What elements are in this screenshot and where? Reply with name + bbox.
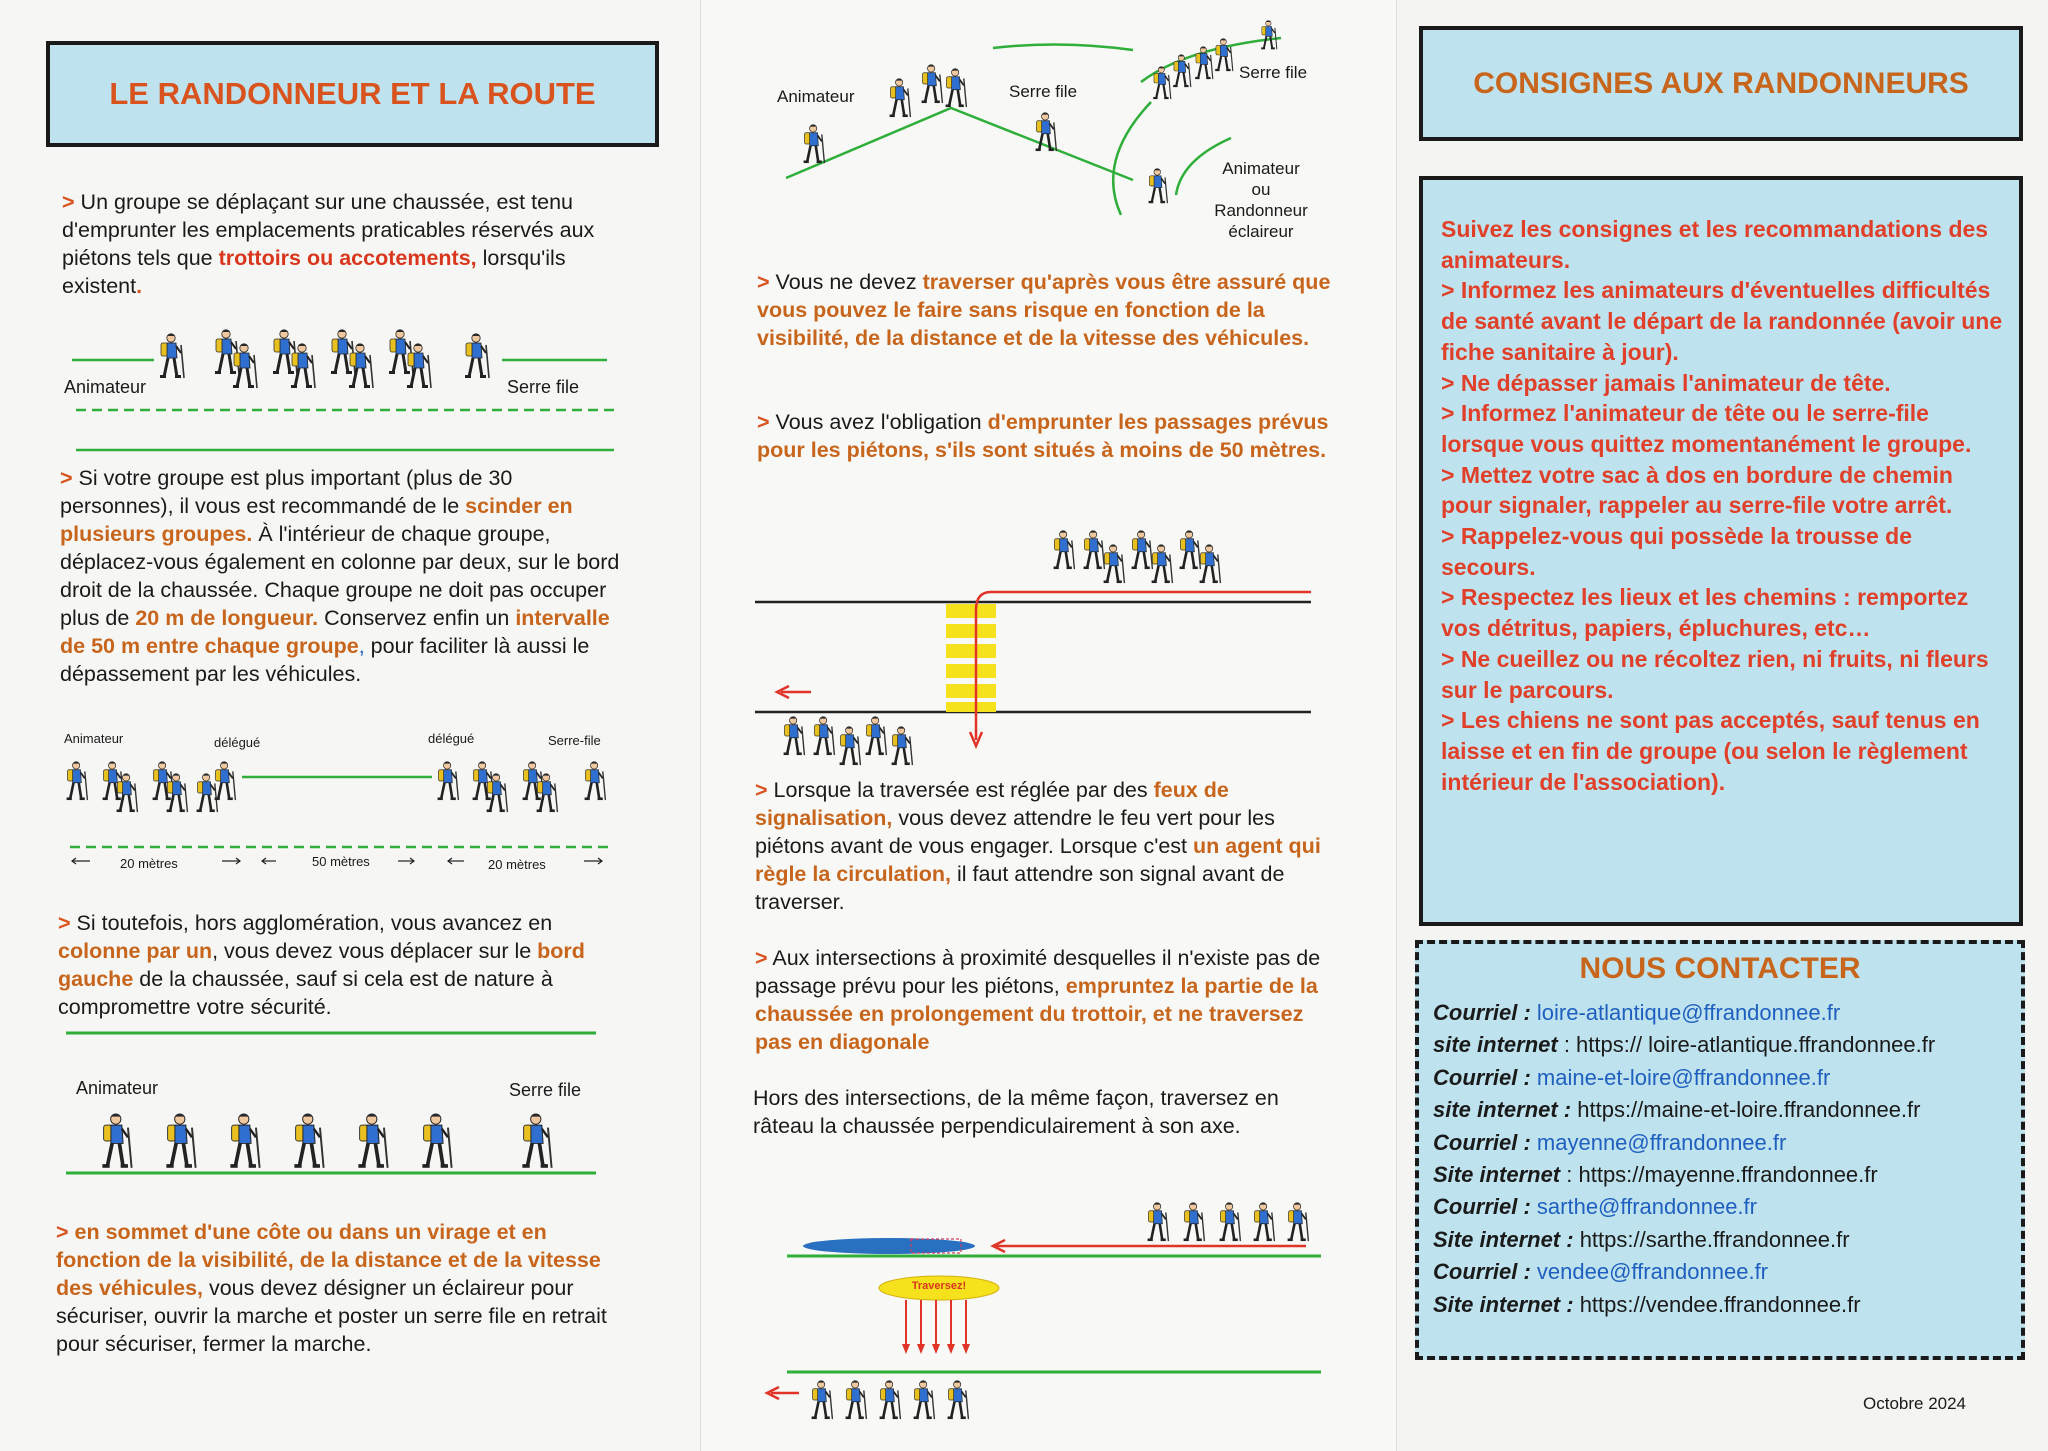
text: lorsqu'ils existent: [62, 246, 566, 298]
label-serre-file: Serre file: [509, 1080, 582, 1100]
paragraph-feux: [755, 776, 1345, 916]
highlight: en sommet d'une côte ou dans un virage et en fonction de la visibilité, de la distance et de la vitesse des véhicules,: [56, 1220, 601, 1300]
consigne-item: Suivez les consignes et les recommandations des animateurs.: [1441, 216, 1989, 273]
label-serre-file: Serre file: [1239, 63, 1308, 82]
figure-colonne-par-un: [62, 1025, 622, 1180]
panel-middle: [700, 0, 1397, 1451]
label-distance: 50 mètres: [312, 854, 370, 869]
email-link[interactable]: vendee@ffrandonnee.fr: [1530, 1259, 1769, 1285]
title-text: CONSIGNES AUX RANDONNEURS: [1473, 66, 1969, 100]
date-label: Octobre 2024: [1863, 1394, 1967, 1413]
email-link[interactable]: sarthe@ffrandonnee.fr: [1530, 1194, 1757, 1220]
highlight: empruntez la partie de la chaussée en prolongement du trottoir, et ne traversez pas en diagonale: [755, 974, 1318, 1054]
contact-key: Courriel :: [1433, 1194, 1531, 1220]
text: de la chaussée, sauf si cela est de nature à compromettre votre sécurité.: [58, 967, 553, 1019]
paragraph-passages: [757, 408, 1337, 464]
label-animateur: Animateur: [64, 377, 147, 397]
panel-right: [1397, 0, 2048, 1451]
contact-email-line: [1433, 1130, 1786, 1156]
bullet-arrow: >: [757, 270, 770, 294]
text: Animateur: [1222, 159, 1300, 178]
consignes-list: [1441, 214, 2005, 797]
paragraph-colonne-par-un: [58, 909, 628, 1021]
highlight: 20 m de longueur.: [135, 606, 319, 630]
website-link[interactable]: : https://mayenne.ffrandonnee.fr: [1560, 1162, 1878, 1187]
paragraph-eclaireur: [56, 1218, 636, 1358]
text: ou: [1251, 180, 1271, 199]
contact-key: Site internet :: [1433, 1226, 1574, 1252]
label-serre-file: Serre file: [1009, 82, 1078, 101]
text: pour faciliter là aussi le dépassement par les véhicules.: [60, 634, 590, 686]
website-link[interactable]: : https:// loire-atlantique.ffrandonnee.fr: [1557, 1032, 1936, 1058]
text: ,: [358, 634, 365, 658]
contact-website-line: [1433, 1162, 1878, 1188]
label-serre-file: Serre-file: [548, 733, 601, 748]
bullet-arrow: >: [56, 1220, 69, 1244]
text: éclaireur: [1228, 222, 1294, 241]
website-link[interactable]: https://maine-et-loire.ffrandonnee.fr: [1571, 1097, 1921, 1123]
contact-website-line: [1433, 1292, 1861, 1318]
text: vous devez attendre le feu vert pour les piétons avant de vous engager. Lorsque c'est: [755, 806, 1275, 858]
bullet-arrow: >: [62, 190, 75, 214]
text: Vous ne devez: [769, 270, 923, 294]
contact-key: Courriel :: [1433, 1064, 1531, 1090]
website-link[interactable]: https://vendee.ffrandonnee.fr: [1573, 1291, 1861, 1317]
label-animateur: Animateur: [76, 1078, 159, 1098]
title-consignes: [1419, 26, 2023, 141]
label-distance: 20 mètres: [488, 857, 546, 872]
highlight: un agent qui règle la circulation,: [755, 834, 1321, 886]
highlight: traverser qu'après vous être assuré que vous pouvez le faire sans risque en fonction de la visibilité, de la distance et de la vitesse des véhicules.: [757, 270, 1331, 350]
contact-website-line: [1433, 1097, 1920, 1123]
label-animateur: Animateur: [777, 87, 855, 106]
website-link[interactable]: https://sarthe.ffrandonnee.fr: [1573, 1226, 1850, 1252]
consignes-box: [1419, 176, 2023, 926]
email-link[interactable]: mayenne@ffrandonnee.fr: [1530, 1129, 1787, 1155]
contact-key: Site internet: [1433, 1162, 1561, 1187]
title-text: LE RANDONNEUR ET LA ROUTE: [109, 76, 596, 111]
text: .: [136, 274, 143, 298]
contact-website-line: [1433, 1032, 1935, 1058]
email-link[interactable]: maine-et-loire@ffrandonnee.fr: [1530, 1064, 1831, 1090]
text: Aux intersections à proximité desquelles il n'existe pas de passage prévu pour les piétons,: [755, 946, 1321, 998]
paragraph-traverser: [757, 268, 1337, 352]
highlight: feux de signalisation,: [755, 778, 1229, 830]
bullet-arrow: >: [755, 778, 768, 802]
text: Lorsque la traversée est réglée par des: [767, 778, 1154, 802]
bullet-arrow: >: [58, 911, 71, 935]
highlight: bord gauche: [58, 939, 585, 991]
contact-key: Courriel :: [1433, 1000, 1531, 1025]
bullet-arrow: >: [60, 466, 73, 490]
consigne-item: > Les chiens ne sont pas acceptés, sauf tenus en laisse et en fin de groupe (ou selon le règlement intérieur de l'association).: [1441, 707, 1980, 795]
contact-key: site internet :: [1433, 1097, 1572, 1123]
paragraph-scinder: [60, 464, 630, 688]
contact-title: NOUS CONTACTER: [1579, 952, 1861, 985]
label-distance: 20 mètres: [120, 856, 178, 871]
consigne-item: > Ne dépasser jamais l'animateur de tête.: [1441, 369, 1891, 396]
contact-email-line: [1433, 1259, 1768, 1285]
label-delegue: délégué: [428, 731, 475, 746]
text: Randonneur: [1214, 201, 1308, 220]
contact-email-line: [1433, 1065, 1830, 1091]
figure-traversee-rateau: [761, 1190, 1361, 1430]
consigne-item: > Mettez votre sac à dos en bordure de chemin pour signaler, rappeler au serre-file votre arrêt.: [1441, 461, 1953, 519]
label-serre-file: Serre file: [507, 377, 580, 397]
email-link[interactable]: loire-atlantique@ffrandonnee.fr: [1530, 1000, 1841, 1025]
bullet-arrow: >: [757, 410, 770, 434]
consigne-item: > Informez les animateurs d'éventuelles difficultés de santé avant le départ de la randonnée (avoir une fiche sanitaire à jour).: [1441, 277, 2003, 365]
highlight: scinder en plusieurs groupes.: [60, 494, 573, 546]
contact-key: Courriel :: [1433, 1129, 1531, 1155]
highlight: trottoirs ou accotements,: [218, 246, 477, 270]
contact-key: Site internet :: [1433, 1291, 1574, 1317]
consigne-item: > Ne cueillez ou ne récoltez rien, ni fruits, ni fleurs sur le parcours.: [1441, 645, 1989, 703]
text: Si votre groupe est plus important (plus de 30 personnes), il vous est recommandé de le: [60, 466, 513, 518]
text: Vous avez l'obligation: [769, 410, 988, 434]
bullet-arrow: >: [755, 946, 768, 970]
text: Si toutefois, hors agglomération, vous avancez en: [70, 911, 553, 935]
text: À l'intérieur de chaque groupe, déplacez-vous également en colonne par deux, sur le bord droit de la chaussée. Chaque groupe ne doit pas occuper plus de: [60, 522, 620, 630]
contact-email-line: [1433, 1000, 1840, 1026]
label-animateur: Animateur: [64, 731, 124, 746]
contact-box: [1415, 940, 2025, 1360]
consigne-item: > Informez l'animateur de tête ou le serre-file lorsque vous quittez momentanément le groupe.: [1441, 400, 1972, 457]
contact-email-line: [1433, 1194, 1757, 1220]
contact-website-line: [1433, 1227, 1850, 1253]
text: il faut attendre son signal avant de traverser.: [755, 862, 1285, 914]
title-randonneur-route: [46, 41, 659, 147]
paragraph-rateau: Hors des intersections, de la même façon, traversez en râteau la chaussée perpendiculairement à son axe.: [753, 1086, 1279, 1138]
contact-key: site internet: [1433, 1032, 1558, 1058]
highlight: d'emprunter les passages prévus pour les piétons, s'ils sont situés à moins de 50 mètres.: [757, 410, 1329, 462]
text: vous devez désigner un éclaireur pour sécuriser, ouvrir la marche et poster un serre file en retrait pour sécuriser, fermer la marche.: [56, 1276, 607, 1356]
highlight: intervalle de 50 m entre chaque groupe: [60, 606, 610, 658]
label-delegue: délégué: [214, 735, 261, 750]
text: , vous devez vous déplacer sur le: [212, 939, 538, 963]
contact-key: Courriel :: [1433, 1259, 1531, 1285]
figure-passage-pietons: [751, 520, 1351, 770]
highlight: colonne par un: [58, 939, 213, 963]
consigne-item: > Respectez les lieux et les chemins : remportez vos détritus, papiers, épluchures, etc…: [1441, 584, 1969, 642]
paragraph-emplacements: [62, 188, 622, 300]
text: Conservez enfin un: [318, 606, 516, 630]
text: Un groupe se déplaçant sur une chaussée, est tenu d'emprunter les emplacements praticables réservés aux piétons tels que: [62, 190, 595, 270]
label-traversez: Traversez!: [911, 1280, 967, 1292]
label-animateur-eclaireur: [1201, 158, 1321, 242]
paragraph-intersections: [755, 944, 1345, 1056]
panel-left: [0, 0, 700, 1451]
consigne-item: > Rappelez-vous qui possède la trousse de secours.: [1441, 523, 1912, 580]
